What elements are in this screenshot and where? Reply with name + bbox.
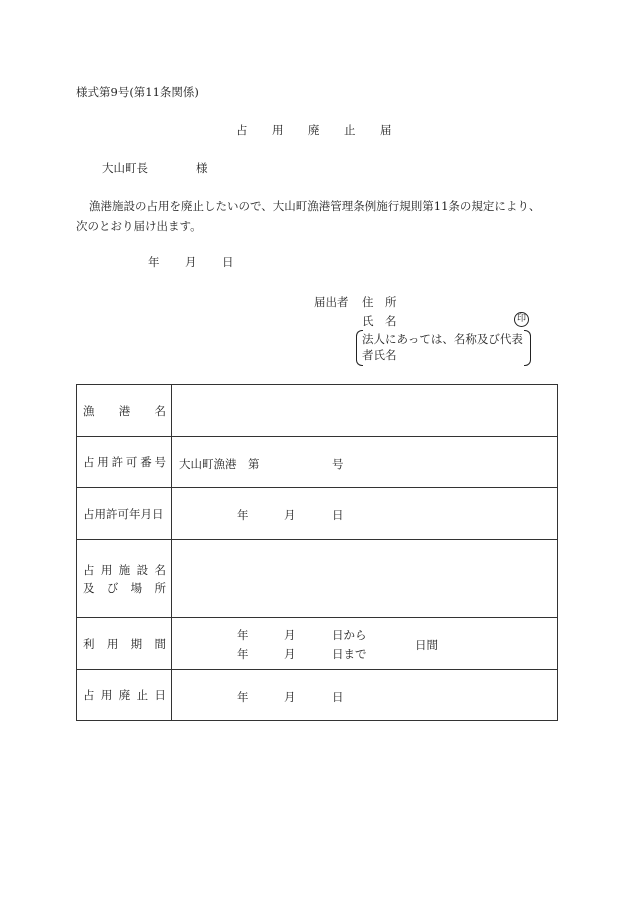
name-label: 氏 名 [362, 314, 397, 328]
usage-period-label [77, 618, 172, 670]
applicant-label: 届出者 [314, 295, 349, 309]
label-char: 番 [140, 455, 152, 469]
month-label: 月 [284, 690, 296, 704]
row-permit-number [77, 437, 558, 488]
body-text-line-1: 漁港施設の占用を廃止したいので、大山町漁港管理条例施行規則第11条の規定により、 [89, 199, 541, 213]
label-char: 所 [154, 580, 166, 595]
abolition-date-label [77, 670, 172, 721]
label-char: 用 [100, 562, 113, 577]
from-year-label: 年 [237, 628, 249, 642]
year-label: 年 [237, 690, 249, 704]
title-char: 用 [272, 123, 284, 137]
label-char: 占 [83, 688, 95, 702]
seal-icon: 印 [514, 312, 529, 327]
year-label: 年 [148, 255, 160, 269]
day-label: 日 [222, 255, 234, 269]
label-char: 許 [111, 455, 124, 469]
label-char: 間 [154, 636, 166, 651]
label-char: 用 [100, 688, 113, 702]
facility-field[interactable] [172, 540, 558, 618]
label-char: 期 [130, 636, 143, 651]
label-char: 名 [154, 562, 166, 577]
to-day-label: 日まで [332, 647, 367, 661]
to-month-label: 月 [284, 647, 296, 661]
permit-date-label [77, 488, 172, 540]
document-title [236, 122, 392, 138]
from-day-label: 日から [332, 628, 367, 642]
label-char: 漁 [83, 403, 95, 418]
row-fishing-port [77, 385, 558, 437]
label-char: 占 [83, 562, 95, 577]
right-bracket [524, 330, 531, 366]
label-char: び [106, 580, 119, 595]
from-month-label: 月 [284, 628, 296, 642]
addressee-suffix: 様 [196, 161, 208, 175]
month-label: 月 [185, 255, 197, 269]
label-char: 用 [106, 636, 119, 651]
title-char: 届 [380, 123, 392, 137]
title-char: 廃 [308, 123, 320, 137]
day-label: 日 [332, 508, 344, 522]
label-char: 廃 [118, 688, 131, 702]
row-permit-date [77, 488, 558, 540]
label-char: 日 [154, 688, 166, 702]
fishing-port-label [77, 385, 172, 437]
body-text-line-2: 次のとおり届け出ます。 [76, 219, 202, 233]
corp-note-line-2: 者氏名 [362, 348, 397, 362]
permit-date-label-text: 占用許可年月日 [83, 506, 164, 521]
year-label: 年 [237, 508, 249, 522]
label-char: 可 [125, 455, 138, 469]
label-char: 施 [118, 562, 131, 577]
usage-period-field[interactable] [172, 618, 558, 670]
label-char: 用 [97, 455, 109, 469]
days-label: 日間 [415, 638, 438, 652]
label-char: 及 [83, 580, 95, 595]
facility-label [77, 540, 172, 618]
month-label: 月 [284, 508, 296, 522]
form-table [76, 384, 558, 721]
fishing-port-field[interactable] [172, 385, 558, 437]
addressee: 大山町長 [102, 161, 148, 175]
permit-date-field[interactable] [172, 488, 558, 540]
label-char: 号 [154, 455, 166, 469]
label-char: 場 [130, 580, 143, 595]
label-char: 名 [154, 403, 166, 418]
form-number: 様式第9号(第11条関係) [76, 85, 199, 99]
row-facility [77, 540, 558, 618]
permit-number-prefix: 大山町漁港 第 [179, 457, 260, 471]
address-label: 住 所 [362, 295, 397, 309]
to-year-label: 年 [237, 647, 249, 661]
title-char: 止 [344, 123, 356, 137]
permit-number-label [77, 437, 172, 488]
row-abolition-date [77, 670, 558, 721]
label-char: 設 [136, 562, 149, 577]
row-usage-period [77, 618, 558, 670]
day-label: 日 [332, 690, 344, 704]
label-char: 利 [83, 636, 95, 651]
corp-note-line-1: 法人にあっては、名称及び代表 [362, 332, 523, 346]
permit-number-field[interactable] [172, 437, 558, 488]
label-char: 止 [136, 688, 149, 702]
label-char: 占 [83, 455, 95, 469]
abolition-date-field[interactable] [172, 670, 558, 721]
submission-date [148, 254, 234, 270]
title-char: 占 [236, 123, 248, 137]
label-char: 港 [118, 403, 131, 418]
permit-number-suffix: 号 [332, 457, 344, 471]
